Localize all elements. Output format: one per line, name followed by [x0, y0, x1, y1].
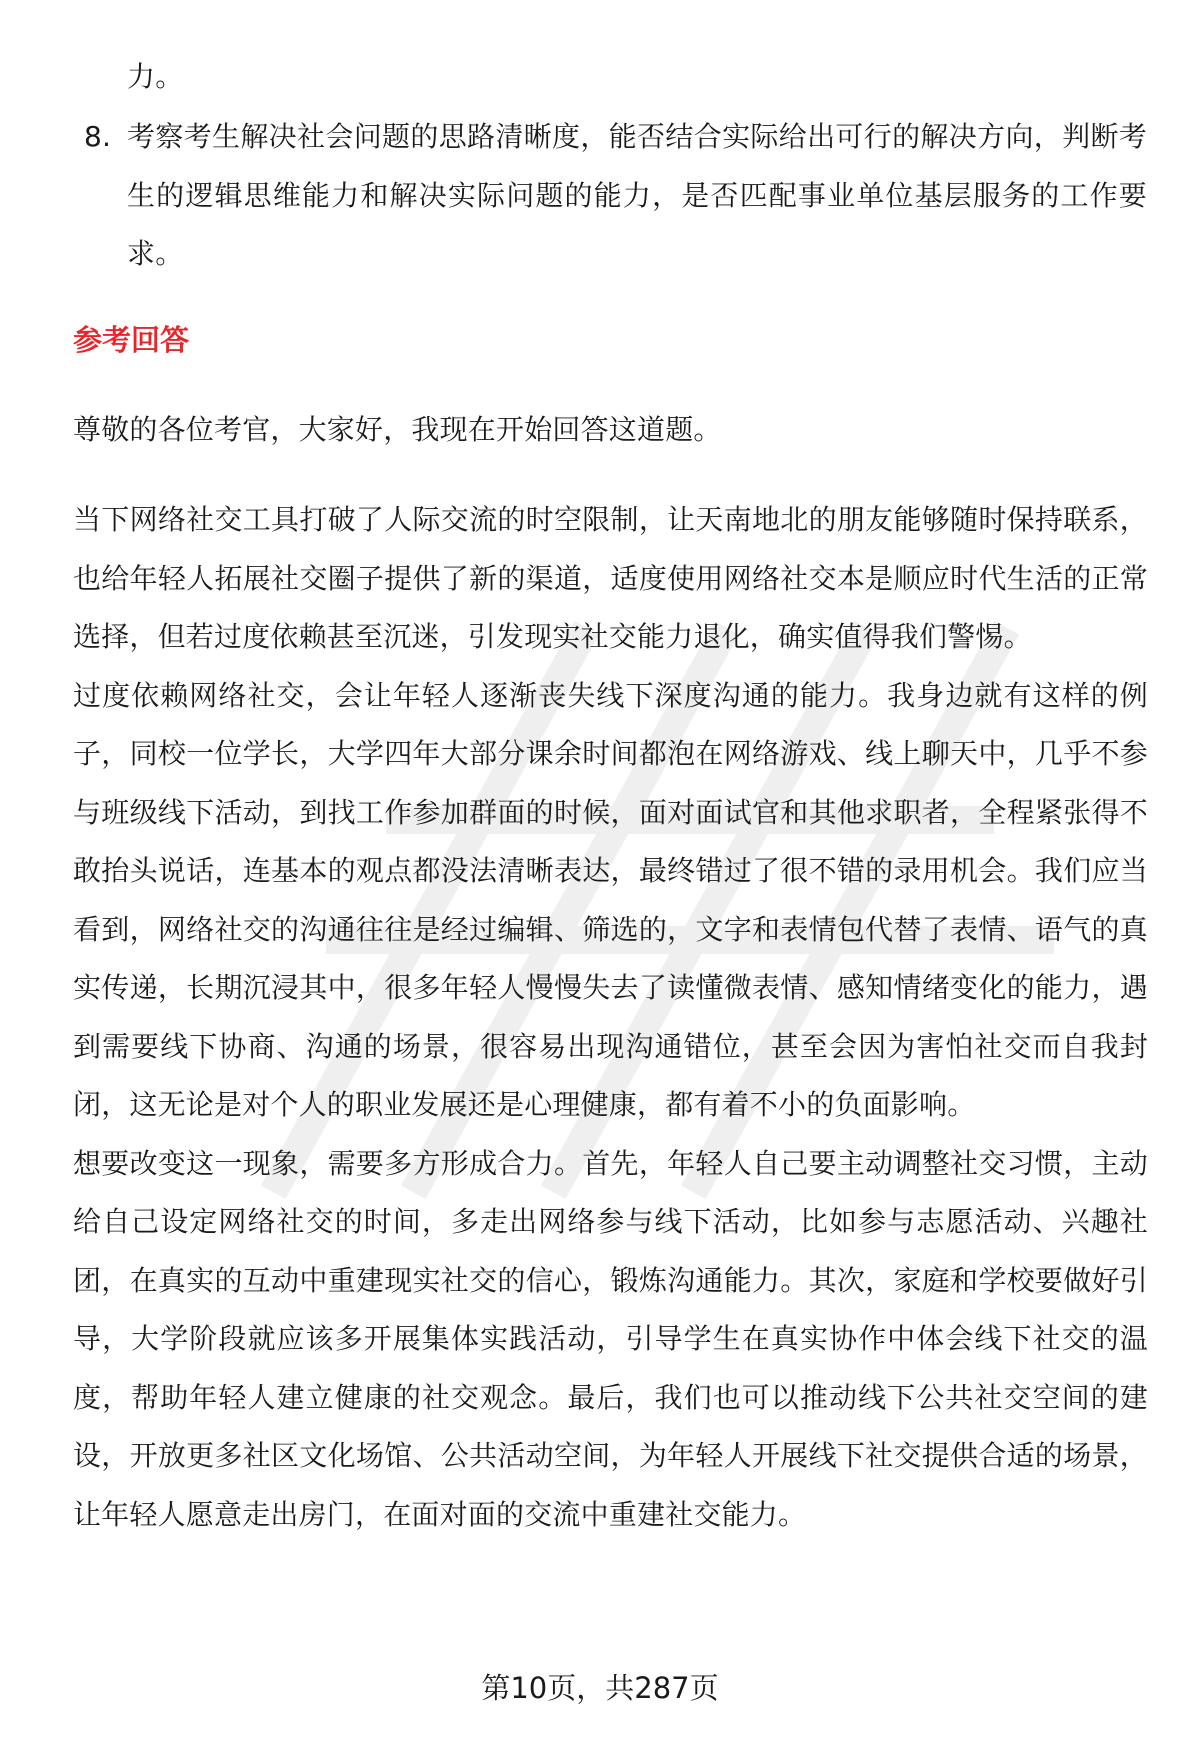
page-footer: 第10页，共287页: [481, 1671, 719, 1705]
list-item-8: [84, 108, 1147, 284]
section-title: 参考回答: [73, 323, 190, 357]
list-item-text: 考察考生解决社会问题的思路清晰度，能否结合实际给出可行的解决方向，判断考生的逻辑思维能力和解决实际问题的能力，是否匹配事业单位基层服务的工作要求。: [127, 120, 1147, 270]
paragraph-2: 过度依赖网络社交，会让年轻人逐渐丧失线下深度沟通的能力。我身边就有这样的例子，同校一位学长，大学四年大部分课余时间都泡在网络游戏、线上聊天中，几乎不参与班级线下活动，到找工作参加群面的时候，面对面试官和其他求职者，全程紧张得不敢抬头说话，连基本的观点都没法清晰表达，最终错过了很不错的录用机会。我们应当看到，网络社交的沟通往往是经过编辑、筛选的，文字和表情包代替了表情、语气的真实传递，长期沉浸其中，很多年轻人慢慢失去了读懂微表情、感知情绪变化的能力，遇到需要线下协商、沟通的场景，很容易出现沟通错位，甚至会因为害怕社交而自我封闭，这无论是对个人的职业发展还是心理健康，都有着不小的负面影响。: [73, 678, 1148, 1121]
list-item-number: 8.: [84, 120, 112, 153]
paragraph-3: 想要改变这一现象，需要多方形成合力。首先，年轻人自己要主动调整社交习惯，主动给自己设定网络社交的时间，多走出网络参与线下活动，比如参与志愿活动、兴趣社团，在真实的互动中重建现实社交的信心，锻炼沟通能力。其次，家庭和学校要做好引导，大学阶段就应该多开展集体实践活动，引导学生在真实协作中体会线下社交的温度，帮助年轻人建立健康的社交观念。最后，我们也可以推动线下公共社交空间的建设，开放更多社区文化场馆、公共活动空间，为年轻人开展线下社交提供合适的场景，让年轻人愿意走出房门，在面对面的交流中重建社交能力。: [73, 1146, 1148, 1531]
greeting-paragraph: 尊敬的各位考官，大家好，我现在开始回答这道题。: [73, 413, 722, 446]
continuation-text: 力。: [127, 60, 184, 93]
answer-body: [73, 491, 1148, 1544]
paragraph-1: 当下网络社交工具打破了人际交流的时空限制，让天南地北的朋友能够随时保持联系，也给年轻人拓展社交圈子提供了新的渠道，适度使用网络社交本是顺应时代生活的正常选择，但若过度依赖甚至沉迷，引发现实社交能力退化，确实值得我们警惕。: [73, 503, 1148, 653]
